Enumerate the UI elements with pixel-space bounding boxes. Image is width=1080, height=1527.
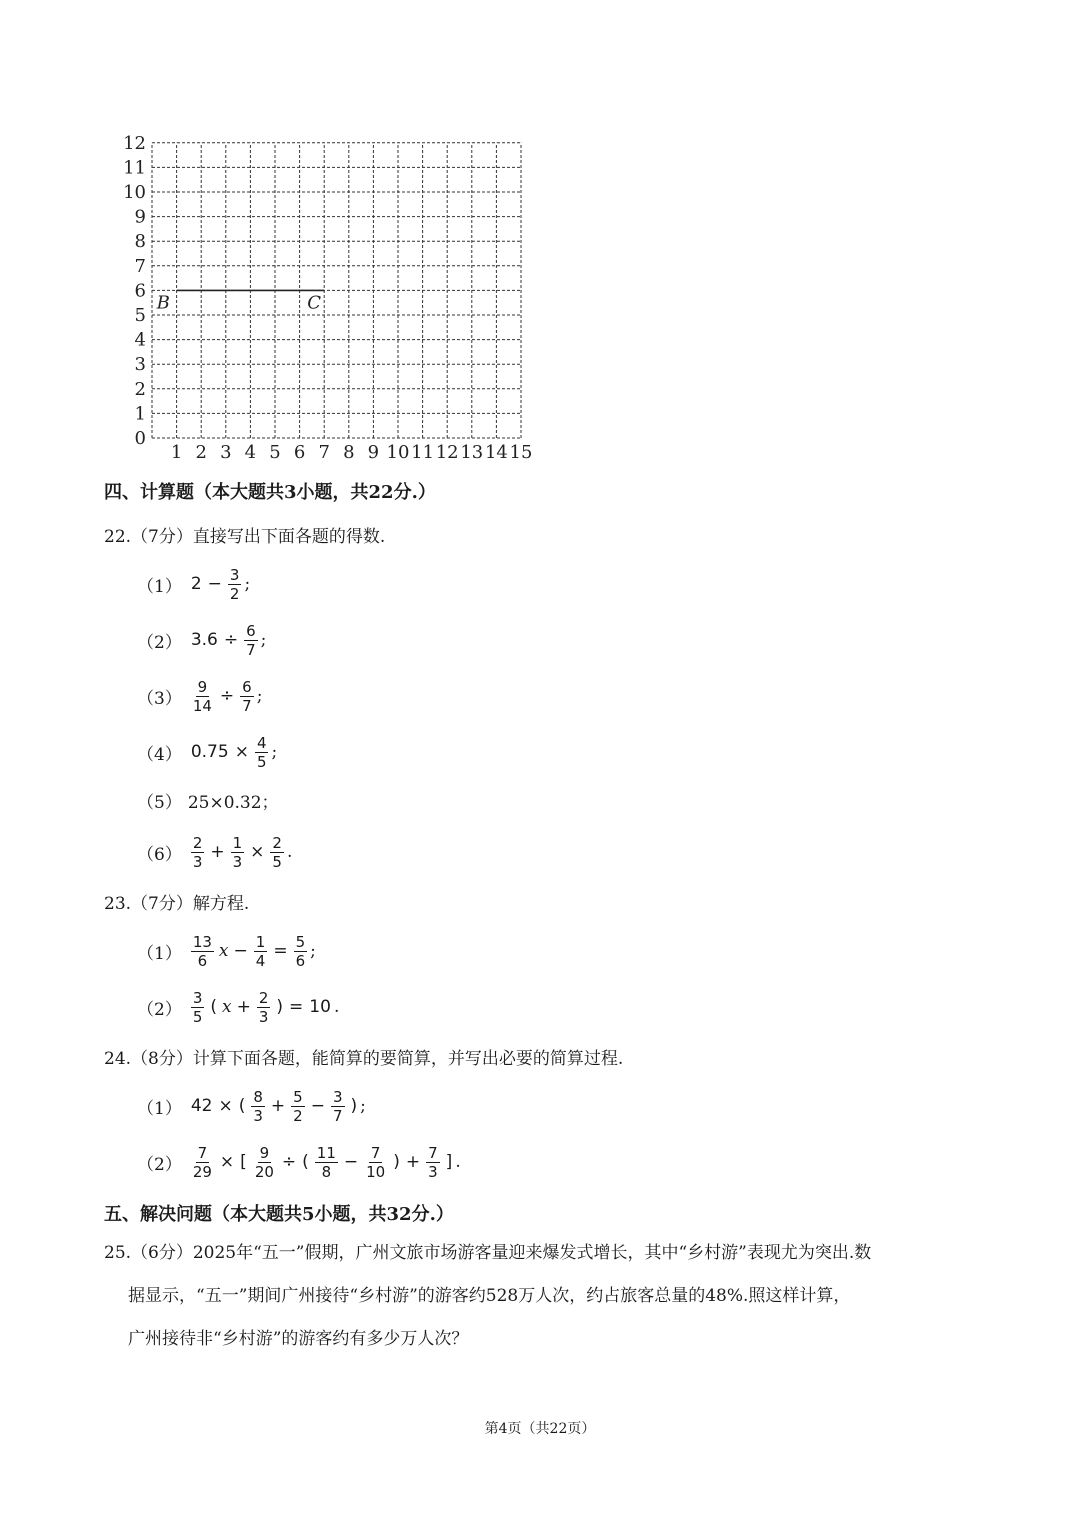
end-mark: ; xyxy=(310,941,316,961)
fraction xyxy=(254,933,268,970)
left-paren: ( xyxy=(210,997,218,1017)
denominator: 7 xyxy=(242,696,252,715)
y-tick-label: 8 xyxy=(134,231,146,253)
fraction xyxy=(231,834,245,871)
y-tick-label: 10 xyxy=(123,182,146,203)
right-paren: ) xyxy=(393,1152,400,1172)
denominator: 3 xyxy=(428,1162,438,1181)
item-text: 25×0.32； xyxy=(187,792,279,813)
q24-item-2 xyxy=(137,1134,461,1190)
numerator: 2 xyxy=(192,833,203,852)
end-mark: . xyxy=(333,997,340,1017)
y-tick-label: 12 xyxy=(123,132,146,154)
y-tick-label: 6 xyxy=(134,280,146,302)
numerator: 5 xyxy=(293,1087,303,1106)
denominator: 8 xyxy=(321,1162,332,1181)
numerator: 1 xyxy=(255,932,266,951)
fraction xyxy=(257,989,271,1026)
right-paren: ) xyxy=(276,997,284,1017)
end-mark: ; xyxy=(256,686,263,706)
y-tick-label: 1 xyxy=(134,403,146,425)
denominator: 3 xyxy=(253,1106,263,1125)
denominator: 3 xyxy=(258,1007,269,1026)
item-label: （4） xyxy=(137,744,182,765)
operator: + xyxy=(210,842,225,862)
denominator: 7 xyxy=(246,640,256,659)
y-tick-label: 0 xyxy=(134,428,146,449)
numerator: 9 xyxy=(197,677,208,696)
operator: ÷ xyxy=(281,1152,297,1172)
numerator: 2 xyxy=(258,988,269,1007)
fraction xyxy=(191,1144,214,1181)
x-tick-label: 12 xyxy=(435,442,459,463)
numerator: 2 xyxy=(272,833,282,852)
x-tick-label: 3 xyxy=(220,442,232,463)
end-mark: ; xyxy=(271,742,278,762)
end-mark: . xyxy=(286,842,293,862)
point-c-label: C xyxy=(307,292,321,314)
left-bracket: [ xyxy=(240,1152,247,1172)
x-tick-label: 10 xyxy=(386,442,410,463)
denominator: 20 xyxy=(254,1162,274,1181)
end-mark: . xyxy=(455,1152,461,1172)
item-label: （2） xyxy=(137,1154,182,1175)
q23-item-2 xyxy=(137,979,339,1035)
operator: ÷ xyxy=(219,686,235,706)
numerator: 3 xyxy=(332,1087,343,1106)
y-tick-label: 9 xyxy=(134,206,146,228)
y-tick-label: 2 xyxy=(134,378,146,400)
fraction xyxy=(364,1144,387,1181)
x-tick-label: 5 xyxy=(269,442,281,463)
fraction xyxy=(191,678,214,715)
fraction xyxy=(240,678,254,715)
operand: 2 xyxy=(190,574,202,594)
q22-item-3 xyxy=(137,668,262,724)
page-footer: 第4页（共22页） xyxy=(484,1421,596,1437)
operator: − xyxy=(343,1152,359,1172)
denominator: 6 xyxy=(295,951,306,970)
end-mark: ; xyxy=(260,630,267,650)
denominator: 7 xyxy=(332,1106,343,1125)
item-label: （1） xyxy=(137,576,182,597)
denominator: 5 xyxy=(256,752,267,771)
point-b-label: B xyxy=(156,292,170,314)
q22-item-6 xyxy=(137,824,292,880)
variable-x: x xyxy=(218,941,229,961)
q24-item-1 xyxy=(137,1078,366,1134)
numerator: 5 xyxy=(295,932,306,951)
right-paren: ) xyxy=(350,1096,358,1116)
denominator: 10 xyxy=(366,1162,386,1181)
denominator: 14 xyxy=(192,696,212,715)
numerator: 3 xyxy=(229,565,240,584)
fraction xyxy=(191,834,205,871)
left-paren: ( xyxy=(302,1152,309,1172)
operator: × xyxy=(250,842,265,862)
denominator: 29 xyxy=(192,1162,212,1181)
fraction xyxy=(426,1144,440,1181)
question-25-line-3: 广州接待非“乡村游”的游客约有多少万人次？ xyxy=(128,1329,469,1349)
question-25-line-1: 25.（6分）2025年“五一”假期，广州文旅市场游客量迎来爆发式增长，其中“乡村游”表现尤为突出.数 xyxy=(104,1243,872,1263)
item-label: （2） xyxy=(137,632,182,653)
question-23-head: 23.（7分）解方程. xyxy=(104,894,250,914)
y-tick-label: 11 xyxy=(123,157,146,179)
numerator: 7 xyxy=(428,1143,438,1162)
question-24-head: 24.（8分）计算下面各题，能简算的要简算，并写出必要的简算过程. xyxy=(104,1049,624,1069)
denominator: 5 xyxy=(272,852,282,871)
operator: + xyxy=(236,997,251,1017)
operator: − xyxy=(310,1096,325,1116)
fraction xyxy=(251,1088,265,1125)
denominator: 2 xyxy=(293,1106,303,1125)
fraction xyxy=(191,933,214,970)
numerator: 7 xyxy=(197,1143,208,1162)
left-paren: ( xyxy=(238,1096,246,1116)
x-tick-label: 6 xyxy=(293,442,306,463)
fraction xyxy=(255,734,269,771)
numerator: 6 xyxy=(242,677,252,696)
numerator: 11 xyxy=(316,1143,336,1162)
right-bracket: ] xyxy=(445,1152,453,1172)
numerator: 4 xyxy=(256,733,267,752)
denominator: 4 xyxy=(255,951,266,970)
x-tick-label: 1 xyxy=(170,442,183,463)
q22-item-1 xyxy=(137,556,250,612)
numerator: 3 xyxy=(192,988,203,1007)
operator: ÷ xyxy=(223,630,239,650)
fraction xyxy=(294,933,308,970)
fraction xyxy=(191,989,205,1026)
rhs-value: 10 xyxy=(309,997,331,1017)
section-4-title: 四、计算题（本大题共3小题，共22分.） xyxy=(104,482,436,503)
x-tick-label: 13 xyxy=(460,442,484,463)
end-mark: ; xyxy=(360,1096,366,1116)
fraction xyxy=(244,622,258,659)
operator: × xyxy=(219,1152,235,1172)
item-label: （3） xyxy=(137,688,182,709)
operator: × xyxy=(218,1096,233,1116)
x-tick-label: 2 xyxy=(195,442,207,463)
coordinate-grid xyxy=(100,128,550,468)
item-label: （1） xyxy=(137,943,182,964)
denominator: 5 xyxy=(192,1007,203,1026)
numerator: 13 xyxy=(192,932,212,951)
x-tick-label: 14 xyxy=(484,442,508,463)
operand: 42 xyxy=(190,1096,213,1116)
operator: − xyxy=(207,574,222,594)
x-axis-labels xyxy=(171,442,533,463)
question-22-head: 22.（7分）直接写出下面各题的得数. xyxy=(104,527,386,547)
q22-item-2 xyxy=(137,612,266,668)
item-label: （5） xyxy=(137,792,182,813)
end-mark: ; xyxy=(244,574,251,594)
item-label: （1） xyxy=(137,1098,182,1119)
equals-sign: = xyxy=(289,997,304,1017)
q22-item-5 xyxy=(137,772,279,828)
item-label: （6） xyxy=(137,844,182,865)
item-label: （2） xyxy=(137,999,182,1020)
x-tick-label: 7 xyxy=(318,442,330,463)
section-5-title: 五、解决问题（本大题共5小题，共32分.） xyxy=(104,1204,454,1225)
y-axis-labels xyxy=(123,133,146,449)
x-tick-label: 4 xyxy=(244,442,257,463)
denominator: 3 xyxy=(232,852,243,871)
numerator: 7 xyxy=(370,1143,381,1162)
q23-item-1 xyxy=(137,923,316,979)
y-tick-label: 4 xyxy=(134,329,146,351)
x-tick-label: 11 xyxy=(411,442,435,463)
fraction xyxy=(270,834,284,871)
numerator: 9 xyxy=(259,1143,270,1162)
y-tick-label: 3 xyxy=(134,354,146,376)
operator: + xyxy=(405,1152,421,1172)
numerator: 6 xyxy=(246,621,256,640)
denominator: 2 xyxy=(229,584,240,603)
question-25-line-2: 据显示，“五一”期间广州接待“乡村游”的游客约528万人次，约占旅客总量的48%.照这样计算， xyxy=(128,1286,851,1306)
operator: + xyxy=(270,1096,286,1116)
x-tick-label: 15 xyxy=(509,442,533,463)
operator: × xyxy=(234,742,249,762)
fraction xyxy=(315,1144,338,1181)
variable-x: x xyxy=(222,997,232,1017)
operand: 0.75 xyxy=(190,742,229,762)
x-tick-label: 8 xyxy=(343,442,355,463)
fraction xyxy=(331,1088,345,1125)
y-tick-label: 5 xyxy=(134,305,146,326)
numerator: 1 xyxy=(232,833,243,852)
fraction xyxy=(228,566,242,603)
operator: − xyxy=(233,941,248,961)
fraction xyxy=(253,1144,276,1181)
operand: 3.6 xyxy=(190,630,218,650)
equals-sign: = xyxy=(273,941,288,961)
y-tick-label: 7 xyxy=(134,255,146,277)
x-tick-label: 9 xyxy=(367,442,380,463)
numerator: 8 xyxy=(253,1087,263,1106)
denominator: 6 xyxy=(197,951,208,970)
denominator: 3 xyxy=(192,852,203,871)
fraction xyxy=(291,1088,305,1125)
